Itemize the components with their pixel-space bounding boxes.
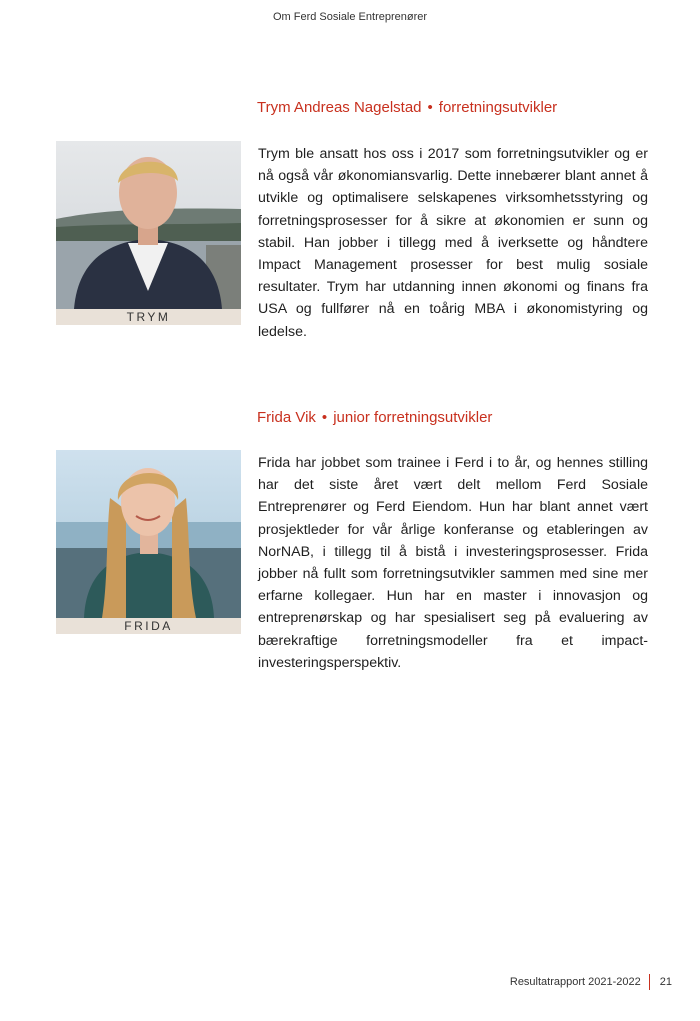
profile-bio: Trym ble ansatt hos oss i 2017 som forretningsutvikler og er nå også vår økonomiansvarlig. Dette innebærer blant annet å utvikle og optimalisere selskapenes virksomhetsstyring og forretningsprosesser for å sikre at økonomien er sunn og stabil. Han jobber i tillegg med å iverksette og håndtere Impact Management prosesser for best mulig sosiale resultater. Trym har utdanning innen økonomi og finans fra USA og fullfører nå en toårig MBA i økonomistyring og ledelse. [258, 146, 648, 340]
name-caption: TRYM [56, 309, 241, 325]
portrait-frida [56, 450, 241, 633]
footer-divider [649, 974, 650, 990]
running-header: Om Ferd Sosiale Entreprenører [272, 11, 428, 23]
report-title: Resultatrapport 2021-2022 [509, 976, 641, 988]
profile-heading [257, 99, 557, 116]
heading-separator: • [321, 409, 328, 426]
profile-role: junior forretningsutvikler [333, 409, 493, 426]
portrait-trym [56, 141, 241, 324]
portrait-photo [56, 450, 241, 618]
profile-name: Trym Andreas Nagelstad [257, 99, 422, 116]
portrait-photo [56, 141, 241, 309]
page-number: 21 [659, 976, 672, 988]
heading-separator: • [427, 99, 433, 116]
page-footer [510, 974, 672, 990]
profile-heading [257, 409, 492, 426]
profile-bio: Frida har jobbet som trainee i Ferd i to år, og hennes stilling har det siste året vært delt mellom Ferd Sosiale Entreprenører og Ferd Eiendom. Hun har blant annet vært prosjektleder for vår årlige konferanse og etableringen av NorNAB, i tillegg til å bistå i investeringsprosesser. Frida jobber nå fullt som forretningsutvikler sammen med sine mer erfarne kollegaer. Hun har en master i innovasjon og entreprenørskap og har spesialisert seg på evaluering av bærekraftige forretningsmodeller fra et impact-investeringsperspektiv. [258, 455, 648, 671]
name-caption: FRIDA [56, 618, 241, 634]
profile-role: forretningsutvikler [438, 99, 558, 116]
profile-name: Frida Vik [257, 409, 316, 426]
